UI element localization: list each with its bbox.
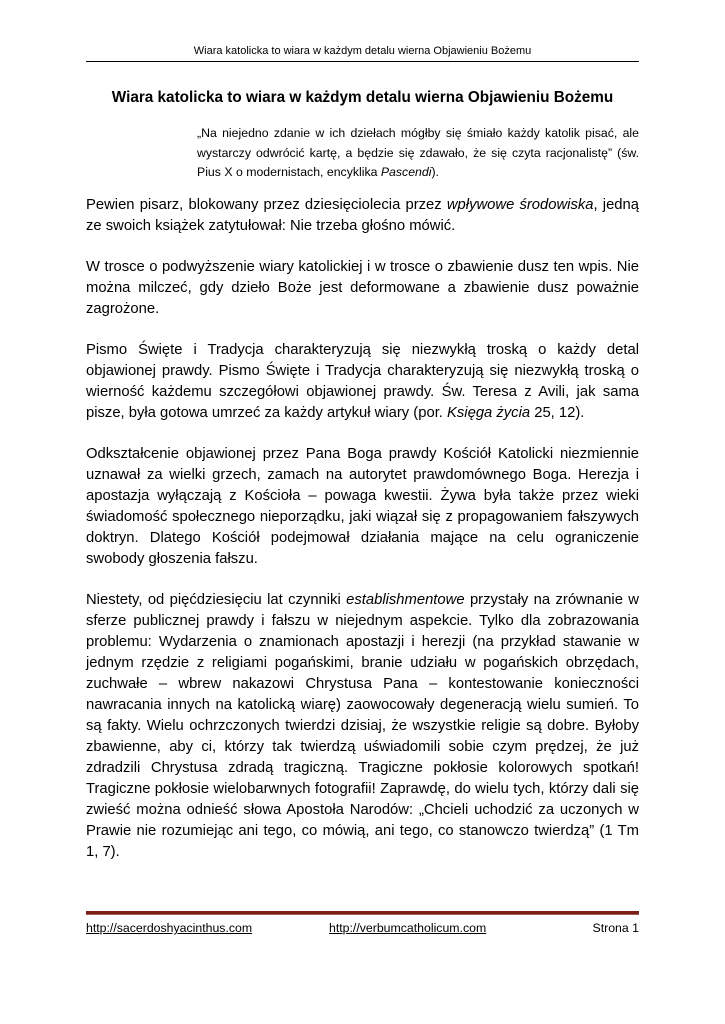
paragraph-3 xyxy=(86,340,639,424)
document-title: Wiara katolicka to wiara w każdym detalu wierna Objawieniu Bożemu xyxy=(111,89,614,106)
document-body xyxy=(86,195,639,883)
page-number: Strona 1 xyxy=(592,921,639,935)
epigraph-quote xyxy=(197,124,639,183)
page-footer xyxy=(86,920,639,936)
paragraph-5 xyxy=(86,590,639,863)
footer-link-verbumcatholicum[interactable]: http://verbumcatholicum.com xyxy=(329,921,487,935)
header-rule xyxy=(86,61,639,62)
paragraph-5-emphasis: establishmentowe xyxy=(346,592,465,608)
paragraph-3-text-a: Pismo Święte i Tradycja charakteryzują się niezwykłą troską o każdy detal objawionej prawdy. Pismo Święte i Tradycja charakteryzują się niezwykłą troską o wierność każdemu szczegółowi objawionej prawdy. Św. Teresa z Avili, jak sama pisze, była gotowa umrzeć za każdy artykuł wiary (por. xyxy=(86,342,639,421)
footer-link-sacerdoshyacinthus[interactable]: http://sacerdoshyacinthus.com xyxy=(86,921,253,935)
epigraph-end: ). xyxy=(431,165,439,179)
footer-rule xyxy=(86,911,639,915)
epigraph-text: „Na niejedno zdanie w ich dziełach mógłby się śmiało każdy katolik pisać, ale wystarczy odwrócić kartę, a będzie się zdawało, że się czyta racjonalistę” (św. Pius X o modernistach, encyklika xyxy=(197,126,639,179)
running-header: Wiara katolicka to wiara w każdym detalu wierna Objawieniu Bożemu xyxy=(193,45,532,57)
paragraph-4: Odkształcenie objawionej przez Pana Boga prawdy Kościół Katolicki niezmiennie uznawał za wielki grzech, zamach na autorytet prawdomównego Boga. Herezja i apostazja wyłączają z Kościoła – powaga kwestii. Żywa była także przez wieki świadomość społecznego nieporządku, jaki wiązał się z propagowaniem fałszywych doktryn. Dlatego Kościół podejmował działania mające na celu ograniczenie swobody głoszenia fałszu. xyxy=(86,446,639,567)
paragraph-1-text-a: Pewien pisarz, blokowany przez dziesięciolecia przez xyxy=(86,197,447,213)
paragraph-5-text-a: Niestety, od pięćdziesięciu lat czynniki xyxy=(86,592,347,608)
paragraph-3-emphasis: Księga życia xyxy=(447,405,531,421)
paragraph-5-text-b: przystały na zrównanie w sferze publicznej prawdy i fałszu w niejednym aspekcie. Tylko dla zobrazowania problemu: Wydarzenia o znamionach apostazji i herezji (na przykład stawanie w jednym rzędzie z religiami pogańskimi, branie udziału w pogańskich obrzędach, zuchwałe – wbrew nakazowi Chrystusa Pana – kontestowanie konieczności nawracania innych na katolicką wiarę) zaowocowały degeneracją wielu sumień. To są fakty. Wielu ochrzczonych twierdzi dzisiaj, że wszystkie religie są dobre. Byłoby zbawienne, aby ci, którzy tak twierdzą uświadomili sobie czym prędzej, że już zdradzili Chrystusa zdradą tragiczną. Tragiczne pokłosie kolorowych spotkań! Tragiczne pokłosie wielobarwnych fotografii! Zaprawdę, do wielu tych, którzy dali się zwieść można odnieść słowa Apostoła Narodów: „Chcieli uchodzić za uczonych w Prawie nie rozumiejąc ani tego, co mówią, ani tego, co stanowczo twierdzą” (1 Tm 1, 7). xyxy=(86,592,639,860)
paragraph-1 xyxy=(86,195,639,237)
paragraph-3-text-b: 25, 12). xyxy=(530,405,585,421)
paragraph-1-text-b: , jedną ze swoich książek zatytułował: Nie trzeba głośno mówić. xyxy=(86,197,639,234)
paragraph-1-emphasis: wpływowe środowiska xyxy=(446,197,594,213)
paragraph-2: W trosce o podwyższenie wiary katolickiej i w trosce o zbawienie dusz ten wpis. Nie można milczeć, gdy dzieło Boże jest deformowane a zbawienie dusz poważnie zagrożone. xyxy=(86,259,639,317)
epigraph-work-title: Pascendi xyxy=(380,165,432,179)
